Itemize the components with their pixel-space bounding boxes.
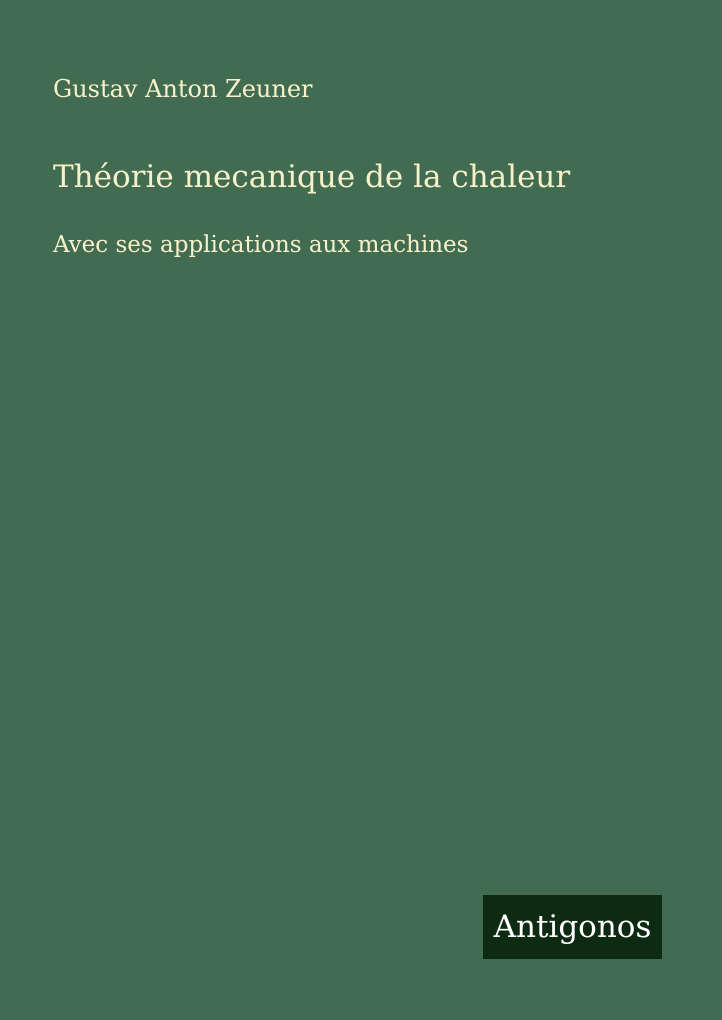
author-name: Gustav Anton Zeuner [53, 75, 313, 103]
book-title: Théorie mecanique de la chaleur [53, 159, 571, 195]
publisher-name: Antigonos [493, 909, 652, 945]
publisher-badge [483, 895, 662, 959]
book-subtitle: Avec ses applications aux machines [53, 232, 469, 258]
